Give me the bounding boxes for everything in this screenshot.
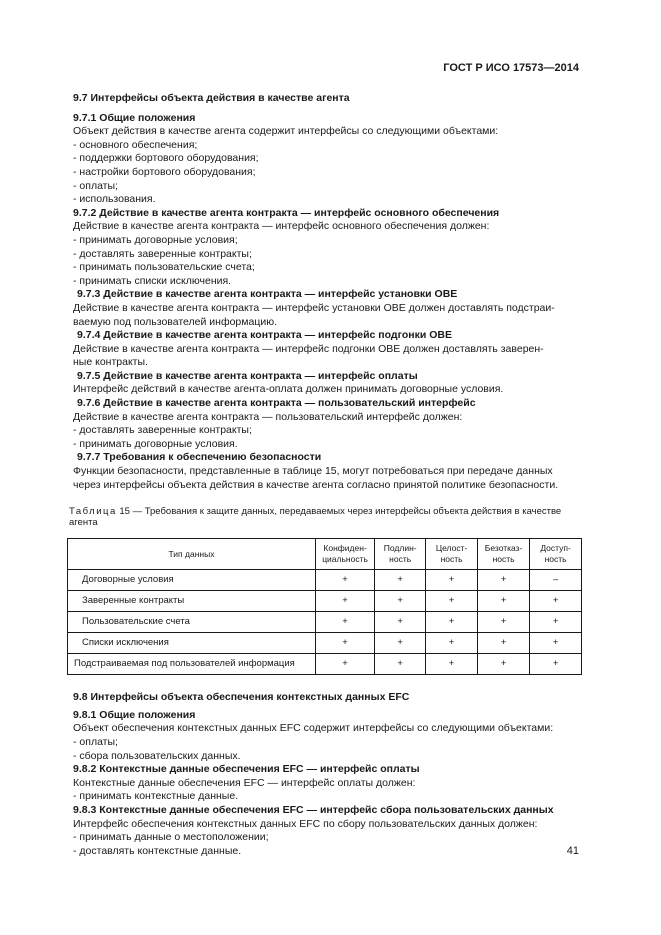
list-item: - оплаты; (73, 179, 118, 192)
list-item: - доставлять заверенные контракты; (73, 424, 252, 437)
column-header-integrity: Целост- ность (426, 539, 478, 570)
column-header-availability: Доступ- ность (530, 539, 582, 570)
table-cell: + (478, 654, 530, 675)
section-9-8-2-title: 9.8.2 Контекстные данные обеспечения EFC — интерфейс оплаты (73, 763, 420, 776)
list-item: - основного обеспечения; (73, 138, 198, 151)
list-item: - принимать данные о местоположении; (73, 831, 269, 844)
table-cell-type: Списки исключения (68, 633, 316, 654)
table-caption-text: 15 — Требования к защите данных, передаваемых через интерфейсы объекта действия в качестве агента (69, 506, 562, 529)
page-number: 41 (566, 845, 579, 857)
table-row (68, 570, 582, 591)
list-item: - принимать договорные условия; (73, 233, 238, 246)
table-cell-type: Договорные условия (68, 570, 316, 591)
section-9-8-title: 9.8 Интерфейсы объекта обеспечения контекстных данных EFC (73, 691, 410, 704)
table-cell: – (530, 570, 582, 591)
section-9-7-7-line2: через интерфейсы объекта действия в качестве агента согласно принятой политике безопасности. (73, 478, 559, 491)
table-cell: + (530, 612, 582, 633)
section-9-7-5-text: Интерфейс действий в качестве агента-оплата должен принимать договорные условия. (73, 383, 504, 396)
list-item: - принимать списки исключения. (73, 274, 232, 287)
table-cell-type: Пользовательские счета (68, 612, 316, 633)
table-row (68, 612, 582, 633)
section-9-7-7-line1: Функции безопасности, представленные в таблице 15, могут потребоваться при передаче данных (73, 465, 553, 478)
list-item: - принимать пользовательские счета; (73, 261, 255, 274)
table-cell: + (478, 612, 530, 633)
section-9-8-3-title: 9.8.3 Контекстные данные обеспечения EFC — интерфейс сбора пользовательских данных (73, 803, 554, 816)
table-cell: + (530, 591, 582, 612)
table-cell: + (426, 570, 478, 591)
table-header-row (68, 539, 582, 570)
table-cell: + (375, 633, 426, 654)
table-cell: + (478, 591, 530, 612)
table-cell: + (375, 570, 426, 591)
list-item: - доставлять контекстные данные. (73, 844, 242, 857)
table-cell: + (426, 591, 478, 612)
table-caption (69, 506, 585, 528)
section-9-7-1-text: Объект действия в качестве агента содержит интерфейсы со следующими объектами: (73, 125, 499, 138)
table-row (68, 633, 582, 654)
section-9-7-3-line1: Действие в качестве агента контракта — интерфейс установки ОВЕ должен доставлять подстраи- (73, 301, 555, 314)
table-cell: + (478, 570, 530, 591)
section-9-7-2-text: Действие в качестве агента контракта — интерфейс основного обеспечения должен: (73, 220, 490, 233)
table-row (68, 654, 582, 675)
content (69, 92, 585, 858)
table-cell: + (375, 591, 426, 612)
section-9-8-2-text: Контекстные данные обеспечения EFC — интерфейс оплаты должен: (73, 776, 416, 789)
column-header-data-type: Тип данных (68, 539, 316, 570)
list-item: - сбора пользовательских данных. (73, 749, 241, 762)
table-cell: + (375, 612, 426, 633)
column-header-confidentiality: Конфиден- циальность (315, 539, 374, 570)
section-9-7-4-line1: Действие в качестве агента контракта — интерфейс подгонки ОВЕ должен доставлять заверен- (73, 342, 544, 355)
section-9-7-5-title: 9.7.5 Действие в качестве агента контракта — интерфейс оплаты (77, 369, 418, 382)
list-item: - поддержки бортового оборудования; (73, 152, 259, 165)
section-9-7-4-title: 9.7.4 Действие в качестве агента контракта — интерфейс подгонки ОВЕ (77, 329, 452, 342)
table-cell: + (478, 633, 530, 654)
column-header-authenticity: Подлин- ность (375, 539, 426, 570)
table-cell: + (315, 633, 374, 654)
section-9-7-1-title: 9.7.1 Общие положения (73, 111, 196, 124)
table-cell: + (426, 633, 478, 654)
document-id: ГОСТ Р ИСО 17573—2014 (443, 62, 579, 74)
section-9-8-1-title: 9.8.1 Общие положения (73, 708, 196, 721)
table-cell: + (375, 654, 426, 675)
list-item: - использования. (73, 193, 156, 206)
section-9-7-title: 9.7 Интерфейсы объекта действия в качестве агента (73, 92, 350, 104)
section-9-7-6-title: 9.7.6 Действие в качестве агента контракта — пользовательский интерфейс (77, 397, 476, 410)
table-cell: + (315, 591, 374, 612)
table-cell-type: Заверенные контракты (68, 591, 316, 612)
section-9-7-4-line2: ные контракты. (73, 356, 148, 369)
table-cell: + (315, 612, 374, 633)
table-cell-type: Подстраиваемая под пользователей информация (68, 654, 316, 675)
list-item: - доставлять заверенные контракты; (73, 247, 252, 260)
security-requirements-table (67, 538, 582, 675)
table-caption-label: Таблица (69, 506, 117, 518)
table-cell: + (426, 654, 478, 675)
section-9-7-2-title: 9.7.2 Действие в качестве агента контракта — интерфейс основного обеспечения (73, 206, 500, 219)
table-cell: + (530, 633, 582, 654)
table-cell: + (426, 612, 478, 633)
list-item: - настройки бортового оборудования; (73, 165, 256, 178)
list-item: - принимать контекстные данные. (73, 790, 239, 803)
section-9-7-7-title: 9.7.7 Требования к обеспечению безопасности (77, 451, 322, 464)
section-9-7-3-line2: ваемую под пользователей информацию. (73, 315, 277, 328)
list-item: - принимать договорные условия. (73, 437, 238, 450)
table-cell: + (315, 570, 374, 591)
section-9-7-3-title: 9.7.3 Действие в качестве агента контракта — интерфейс установки ОВЕ (77, 288, 458, 301)
section-9-7-6-text: Действие в качестве агента контракта — пользовательский интерфейс должен: (73, 410, 463, 423)
table-cell: + (315, 654, 374, 675)
section-9-8-3-text: Интерфейс обеспечения контекстных данных EFC по сбору пользовательских данных должен: (73, 817, 538, 830)
table-cell: + (530, 654, 582, 675)
table-row (68, 591, 582, 612)
section-9-8-1-text: Объект обеспечения контекстных данных EFC содержит интерфейсы со следующими объектами: (73, 722, 554, 735)
column-header-non-repudiation: Безотказ- ность (478, 539, 530, 570)
list-item: - оплаты; (73, 736, 118, 748)
